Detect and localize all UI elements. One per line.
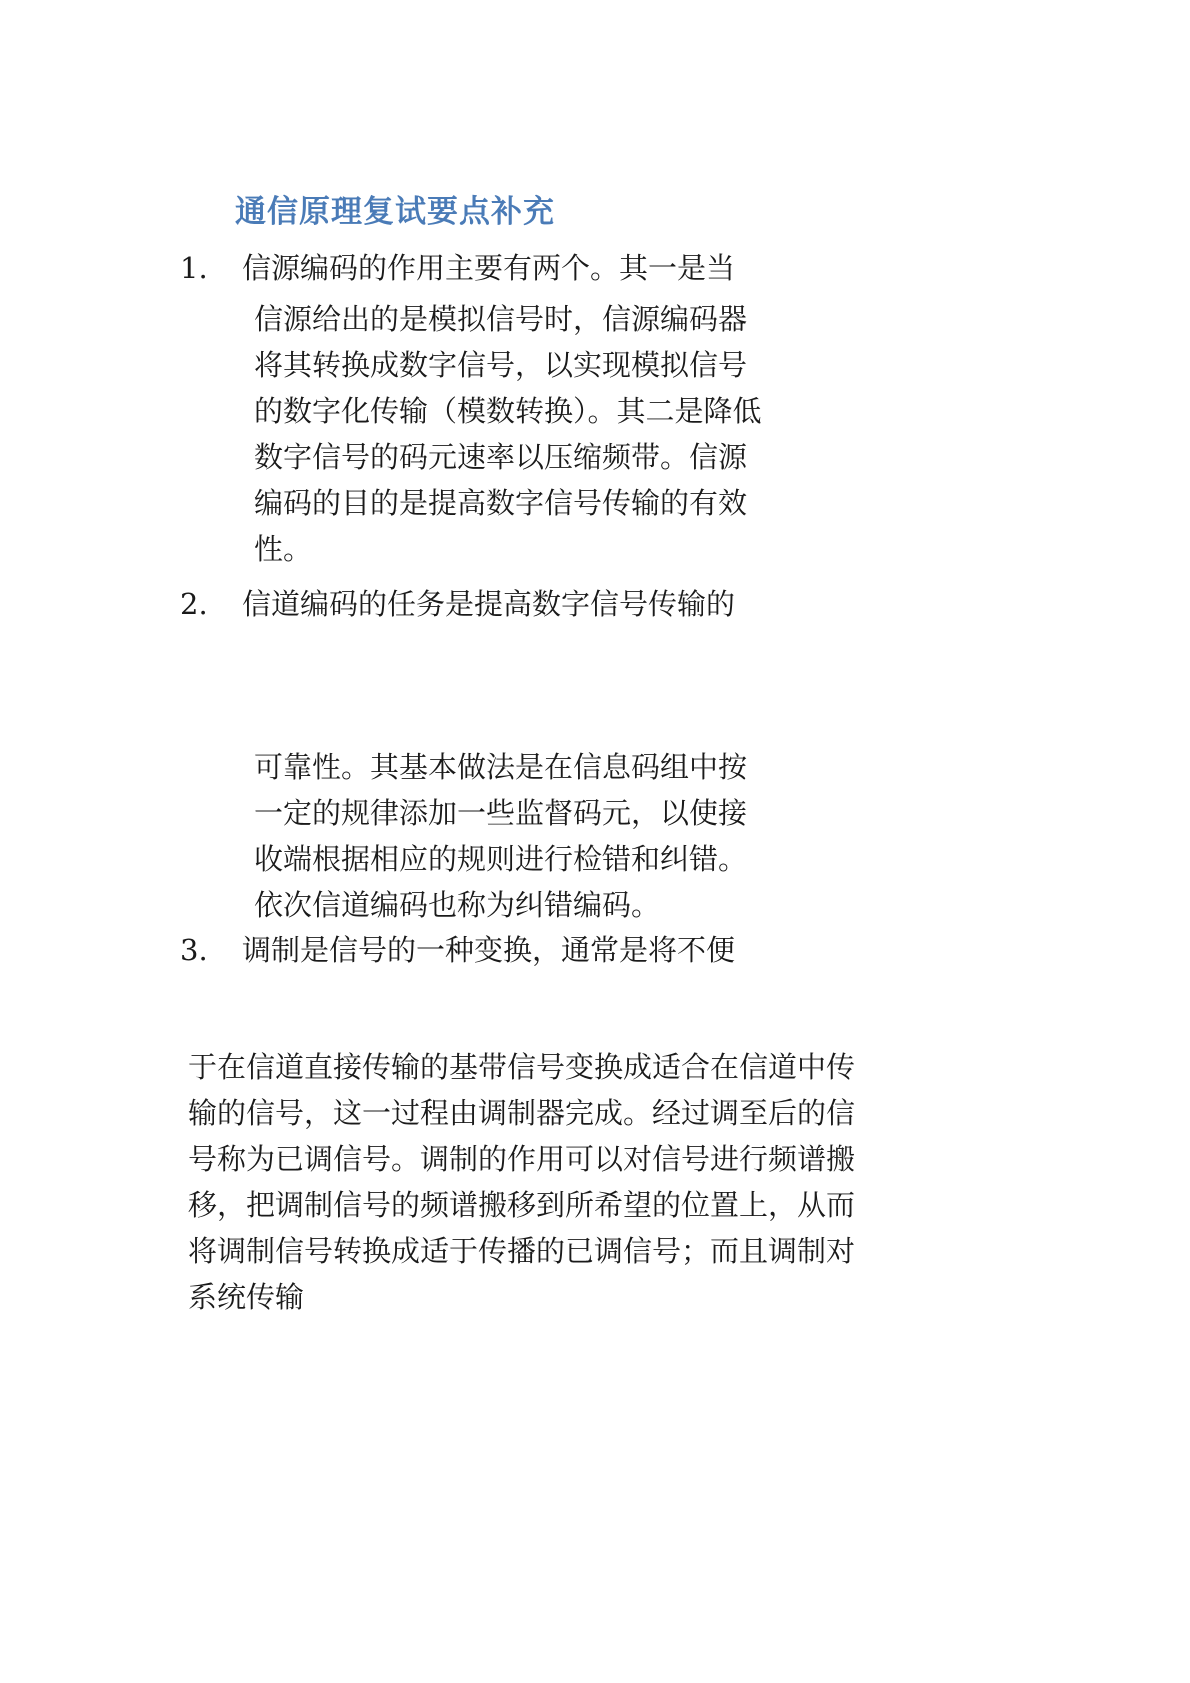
text-line: 收端根据相应的规则进行检错和纠错。 [254, 842, 748, 876]
text-line: 号称为已调信号。调制的作用可以对信号进行频谱搬 [188, 1142, 856, 1176]
text-line: 系统传输 [188, 1280, 305, 1314]
text-line: 移，把调制信号的频谱搬移到所希望的位置上，从而 [188, 1188, 856, 1222]
list-item-3-head [180, 928, 735, 969]
list-item-text: 信源编码的作用主要有两个。其一是当 [242, 251, 736, 285]
text-line: 于在信道直接传输的基带信号变换成适合在信道中传 [188, 1050, 856, 1084]
text-line: 性。 [254, 532, 313, 566]
list-item-3-body [188, 1044, 855, 1320]
list-item-1-body [254, 296, 762, 572]
text-line: 输的信号，这一过程由调制器完成。经过调至后的信 [188, 1096, 856, 1130]
list-item-number: 2. [180, 587, 208, 621]
text-line: 信源给出的是模拟信号时，信源编码器 [254, 302, 748, 336]
text-line: 依次信道编码也称为纠错编码。 [254, 888, 661, 922]
text-line: 数字信号的码元速率以压缩频带。信源 [254, 440, 748, 474]
list-item-number: 3. [180, 933, 208, 967]
text-line: 一定的规律添加一些监督码元，以使接 [254, 796, 748, 830]
list-item-1-head [180, 246, 735, 287]
document-title: 通信原理复试要点补充 [235, 194, 555, 230]
list-item-2-body [254, 744, 747, 928]
text-line: 编码的目的是提高数字信号传输的有效 [254, 486, 748, 520]
text-line: 将其转换成数字信号，以实现模拟信号 [254, 348, 748, 382]
list-item-text: 调制是信号的一种变换，通常是将不便 [242, 933, 736, 967]
text-line: 的数字化传输（模数转换）。其二是降低 [254, 394, 762, 428]
list-item-2-head [180, 582, 735, 623]
list-item-text: 信道编码的任务是提高数字信号传输的 [242, 587, 736, 621]
text-line: 可靠性。其基本做法是在信息码组中按 [254, 750, 748, 784]
text-line: 将调制信号转换成适于传播的已调信号；而且调制对 [188, 1234, 856, 1268]
list-item-number: 1. [180, 251, 208, 285]
